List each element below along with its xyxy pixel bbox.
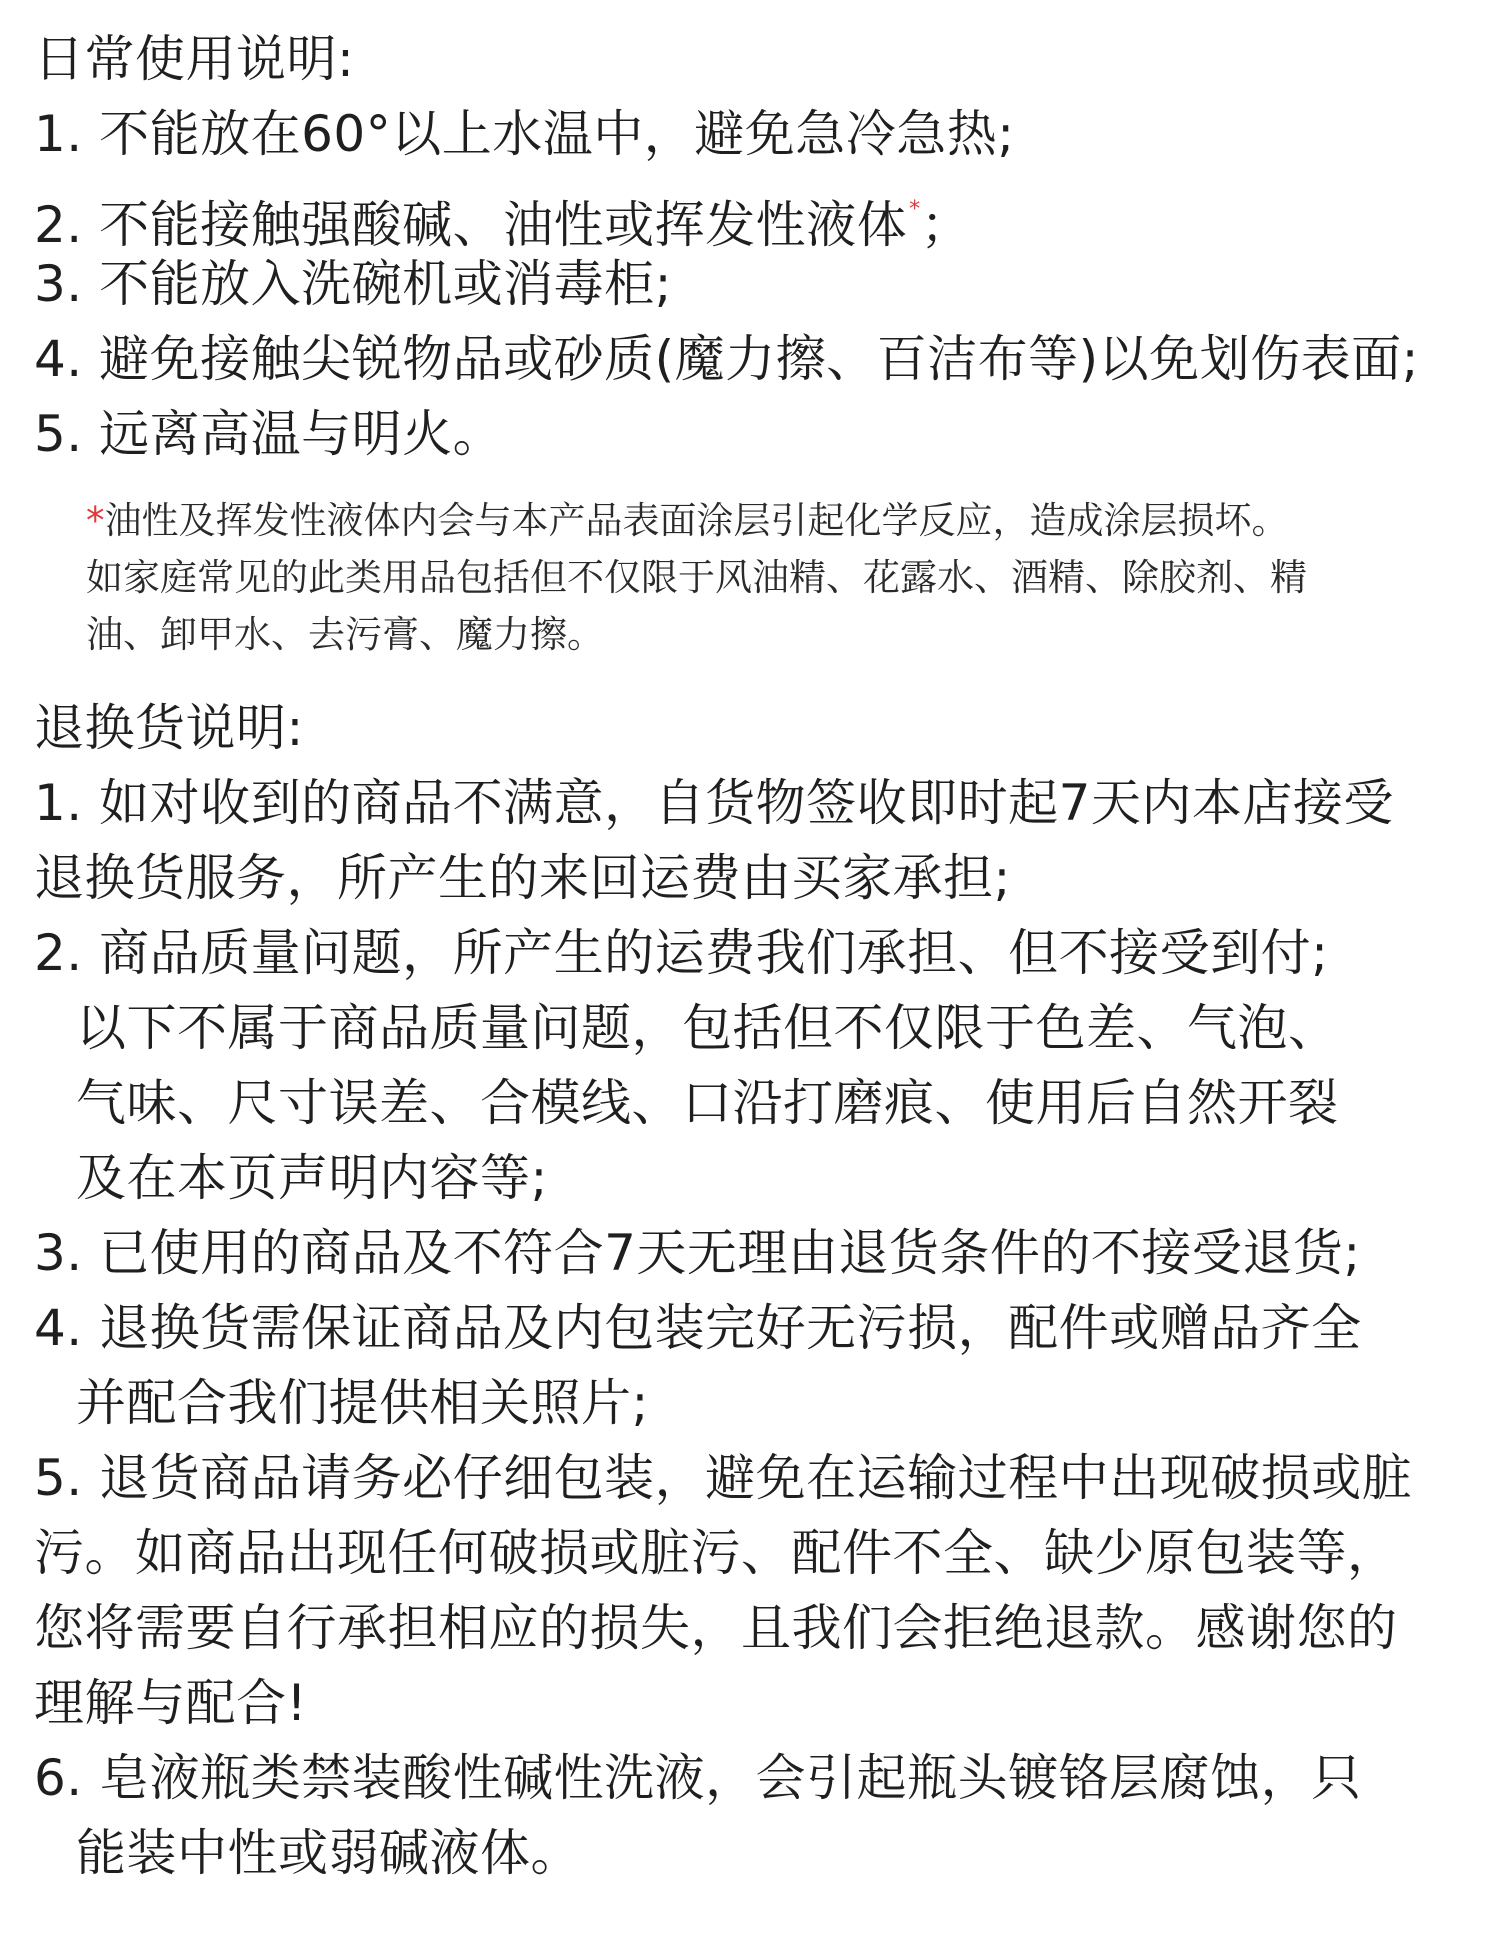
returns-item-2-line-2: 以下不属于商品质量问题，包括但不仅限于色差、气泡、 [76,999,1339,1057]
usage-item-2-text: 2. 不能接触强酸碱、油性或挥发性液体 [34,196,908,254]
footnote-line-2: 如家庭常见的此类用品包括但不仅限于风油精、花露水、酒精、除胶剂、精 [86,556,1307,599]
returns-item-6-line-2: 能装中性或弱碱液体。 [76,1824,581,1882]
footnote-line-3: 油、卸甲水、去污膏、魔力擦。 [86,613,604,656]
returns-section [34,691,1460,1891]
footnote-line-1 [86,492,1460,549]
footnote [86,492,1460,663]
footnote-marker: * [909,197,921,222]
usage-item-2 [34,172,1460,254]
usage-item-4: 4. 避免接触尖锐物品或砂质(魔力擦、百洁布等)以免划伤表面; [34,330,1419,388]
usage-item-2-end: ； [920,196,972,254]
usage-heading: 日常使用说明: [34,30,355,88]
usage-item-3: 3. 不能放入洗碗机或消毒柜; [34,255,672,313]
usage-item-5: 5. 远离高温与明火。 [34,405,504,463]
returns-item-5-line-1: 5. 退货商品请务必仔细包装，避免在运输过程中出现破损或脏 [34,1449,1413,1507]
returns-item-5-line-2: 污。如商品出现任何破损或脏污、配件不全、缺少原包装等， [34,1524,1398,1582]
returns-heading: 退换货说明: [34,699,304,757]
usage-item-1: 1. 不能放在60°以上水温中，避免急冷急热; [34,105,1015,163]
returns-item-1-line-1: 1. 如对收到的商品不满意，自货物签收即时起7天内本店接受 [34,774,1394,832]
returns-item-4-line-1: 4. 退换货需保证商品及内包装完好无污损，配件或赠品齐全 [34,1299,1362,1357]
returns-item-4-line-2: 并配合我们提供相关照片; [76,1374,649,1432]
returns-item-2-line-1: 2. 商品质量问题，所产生的运费我们承担、但不接受到付; [34,924,1329,982]
returns-item-5-line-4: 理解与配合! [34,1674,308,1732]
returns-item-2-line-3: 气味、尺寸误差、合模线、口沿打磨痕、使用后自然开裂 [76,1074,1339,1132]
returns-item-2-line-4: 及在本页声明内容等; [76,1149,548,1207]
returns-item-6-line-1: 6. 皂液瓶类禁装酸性碱性洗液，会引起瓶头镀铬层腐蚀，只 [34,1749,1362,1807]
returns-item-1-line-2: 退换货服务，所产生的来回运费由买家承担; [34,849,1011,907]
usage-section [34,22,1460,472]
footnote-star: * [86,499,105,542]
returns-item-5-line-3: 您将需要自行承担相应的损失，且我们会拒绝退款。感谢您的 [34,1599,1398,1657]
returns-item-3-line-1: 3. 已使用的商品及不符合7天无理由退货条件的不接受退货; [34,1224,1361,1282]
footnote-text-1: 油性及挥发性液体内会与本产品表面涂层引起化学反应，造成涂层损坏。 [104,499,1289,542]
